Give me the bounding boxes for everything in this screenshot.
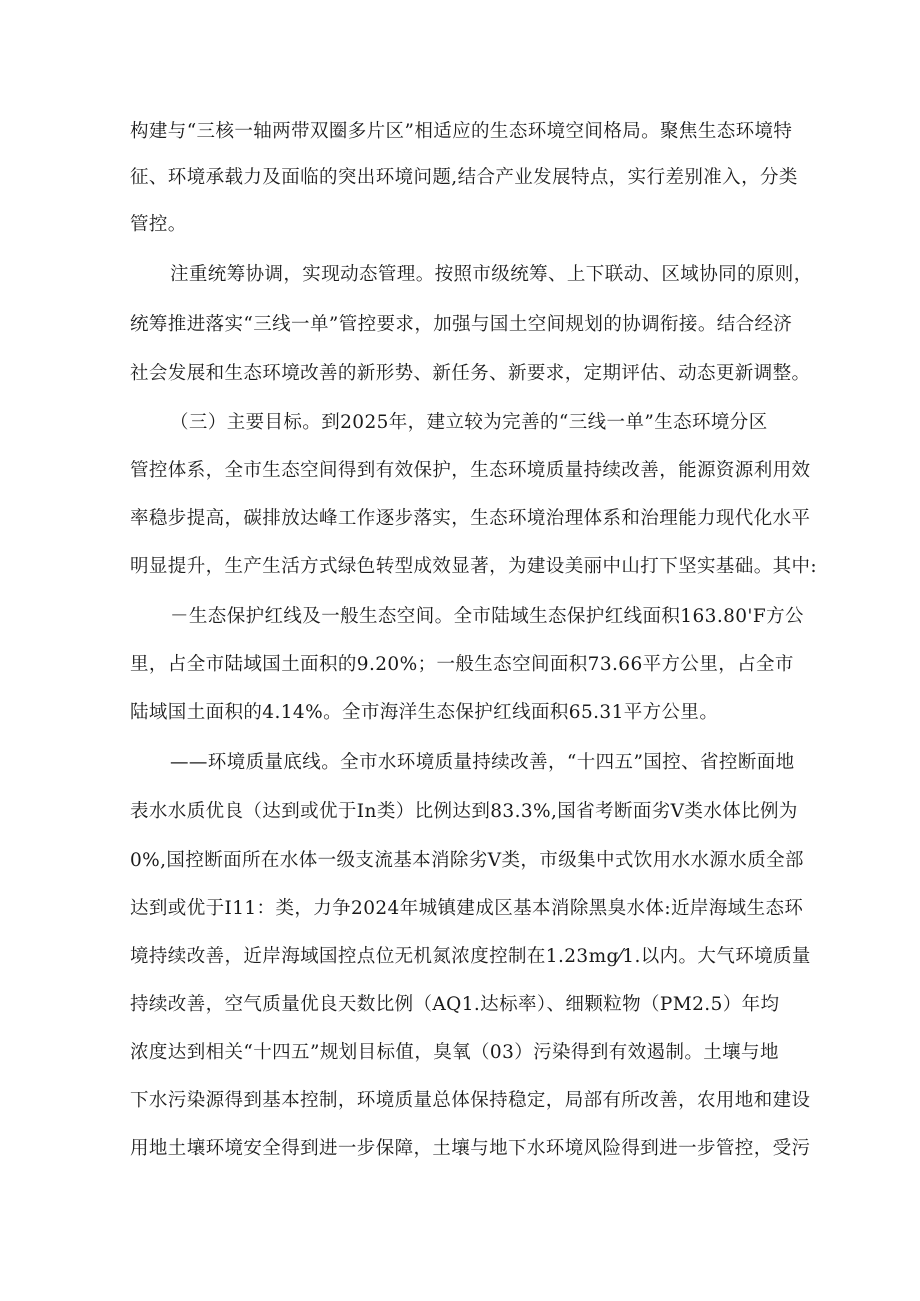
paragraph-line: 注重统筹协调，实现动态管理。按照市级统筹、上下联动、区域协同的原则， xyxy=(170,264,813,285)
paragraph-line: 管控体系，全市生态空间得到有效保护，生态环境质量持续改善，能源资源利用效 xyxy=(130,460,811,481)
paragraph-line: 里，占全市陆域国土面积的9.20%；一般生态空间面积73.66平方公里，占全市 xyxy=(130,654,794,675)
paragraph-line: 社会发展和生态环境改善的新形势、新任务、新要求，定期评估、动态更新调整。 xyxy=(130,363,811,384)
paragraph-line: 陆域国土面积的4.14%。全市海洋生态保护红线面积65.31平方公里。 xyxy=(130,702,719,723)
paragraph-line: 用地土壤环境安全得到进一步保障，土壤与地下水环境风险得到进一步管控，受污 xyxy=(130,1138,811,1159)
paragraph-line: －生态保护红线及一般生态空间。全市陆域生态保护红线面积163.80'F方公 xyxy=(170,606,804,627)
paragraph-line: 管控。 xyxy=(130,214,187,235)
paragraph-line: 明显提升，生产生活方式绿色转型成效显著，为建设美丽中山打下坚实基础。其中: xyxy=(130,556,818,577)
paragraph-line: 下水污染源得到基本控制，环境质量总体保持稳定，局部有所改善，农用地和建设 xyxy=(130,1090,811,1111)
paragraph-line: （三）主要目标。到2025年，建立较为完善的“三线一单”生态环境分区 xyxy=(170,412,768,433)
paragraph-line: ——环境质量底线。全市水环境质量持续改善，“十四五”国控、省控断面地 xyxy=(170,752,795,773)
paragraph-line: 构建与“三核一轴两带双圈多片区”相适应的生态环境空间格局。聚焦生态环境特 xyxy=(130,121,793,142)
paragraph-line: 0%,国控断面所在水体一级支流基本消除劣V类，市级集中式饮用水水源水质全部 xyxy=(130,850,804,871)
paragraph-line: 征、环境承载力及面临的突出环境问题,结合产业发展特点，实行差别准入，分类 xyxy=(130,167,798,188)
paragraph-line: 持续改善，空气质量优良天数比例（AQ1.达标率）、细颗粒物（PM2.5）年均 xyxy=(130,994,780,1015)
paragraph-line: 表水水质优良（达到或优于In类）比例达到83.3%,国省考断面劣V类水体比例为 xyxy=(130,801,798,822)
paragraph-line: 境持续改善，近岸海域国控点位无机氮浓度控制在1.23mg⁄1.以内。大气环境质量 xyxy=(130,946,811,967)
paragraph-line: 浓度达到相关“十四五”规划目标值，臭氧（03）污染得到有效遏制。土壤与地 xyxy=(130,1042,779,1063)
paragraph-line: 达到或优于I11：类，力争2024年城镇建成区基本消除黑臭水体:近岸海域生态环 xyxy=(130,898,804,919)
paragraph-line: 统筹推进落实“三线一单”管控要求，加强与国土空间规划的协调衔接。结合经济 xyxy=(130,314,793,335)
paragraph-line: 率稳步提高，碳排放达峰工作逐步落实，生态环境治理体系和治理能力现代化水平 xyxy=(130,508,811,529)
